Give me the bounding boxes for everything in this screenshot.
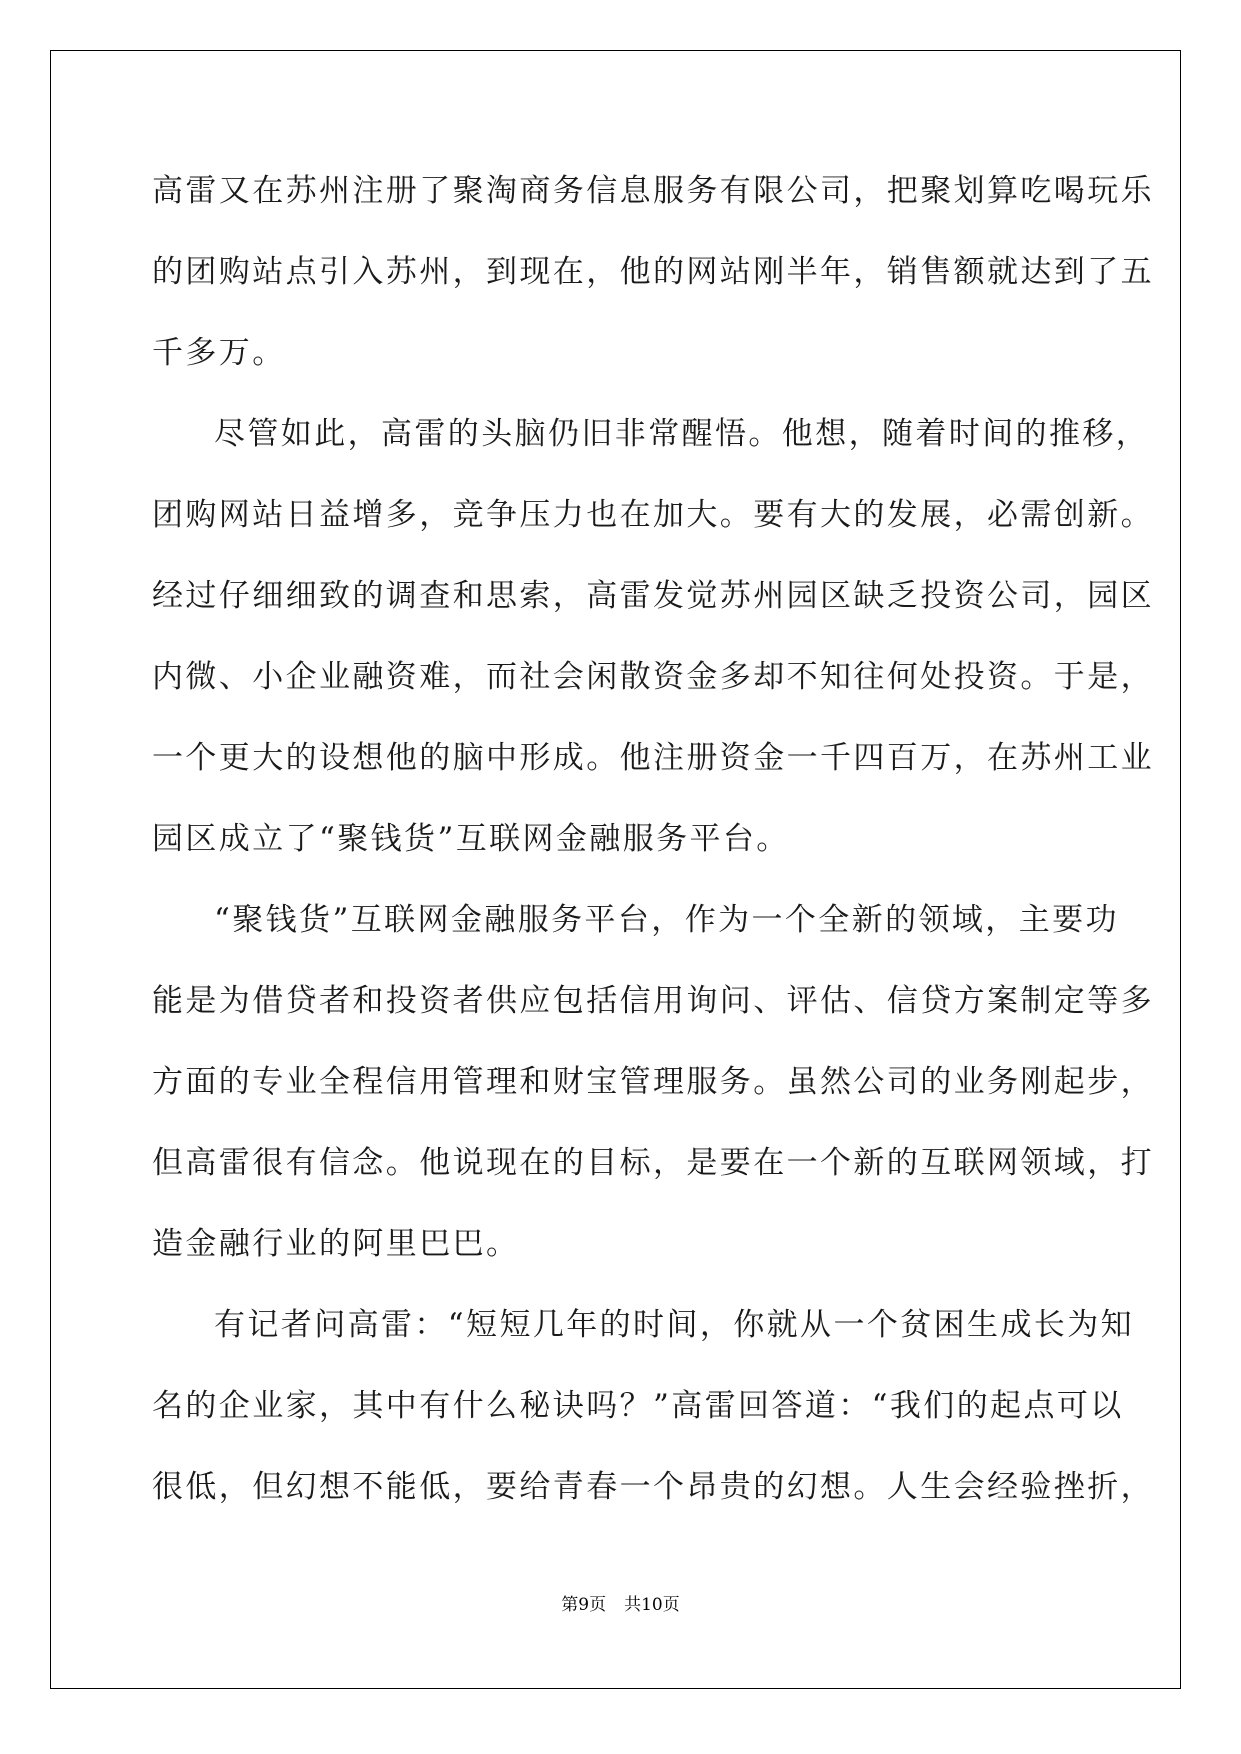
text-line: 但高雷很有信念。他说现在的目标，是要在一个新的互联网领域，打 bbox=[152, 1145, 1154, 1181]
text-line: 千多万。 bbox=[152, 335, 286, 371]
paragraph-start-line: “聚钱货”互联网金融服务平台，作为一个全新的领域，主要功 bbox=[214, 902, 1119, 938]
document-body bbox=[152, 161, 1154, 1538]
page-total: 共10页 bbox=[624, 1595, 680, 1615]
page-number: 第9页 bbox=[561, 1595, 607, 1615]
text-line: 造金融行业的阿里巴巴。 bbox=[152, 1226, 520, 1262]
text-line: 方面的专业全程信用管理和财宝管理服务。虽然公司的业务刚起步， bbox=[152, 1064, 1154, 1100]
page-footer bbox=[0, 1595, 1241, 1615]
text-line: 名的企业家，其中有什么秘诀吗？”高雷回答道：“我们的起点可以 bbox=[152, 1388, 1124, 1424]
text-line: 团购网站日益增多，竞争压力也在加大。要有大的发展，必需创新。 bbox=[152, 497, 1154, 533]
text-line: 园区成立了“聚钱货”互联网金融服务平台。 bbox=[152, 821, 790, 857]
text-line: 经过仔细细致的调查和思索，高雷发觉苏州园区缺乏投资公司，园区 bbox=[152, 578, 1154, 614]
text-line: 很低，但幻想不能低，要给青春一个昂贵的幻想。人生会经验挫折， bbox=[152, 1469, 1154, 1505]
text-line: 能是为借贷者和投资者供应包括信用询问、评估、信贷方案制定等多 bbox=[152, 983, 1154, 1019]
paragraph-start-line: 尽管如此，高雷的头脑仍旧非常醒悟。他想，随着时间的推移， bbox=[214, 416, 1150, 452]
text-line: 内微、小企业融资难，而社会闲散资金多却不知往何处投资。于是， bbox=[152, 659, 1154, 695]
text-line: 的团购站点引入苏州，到现在，他的网站刚半年，销售额就达到了五 bbox=[152, 254, 1154, 290]
text-line: 一个更大的设想他的脑中形成。他注册资金一千四百万，在苏州工业 bbox=[152, 740, 1154, 776]
text-line: 高雷又在苏州注册了聚淘商务信息服务有限公司，把聚划算吃喝玩乐 bbox=[152, 173, 1154, 209]
paragraph-start-line: 有记者问高雷：“短短几年的时间，你就从一个贫困生成长为知 bbox=[214, 1307, 1135, 1343]
